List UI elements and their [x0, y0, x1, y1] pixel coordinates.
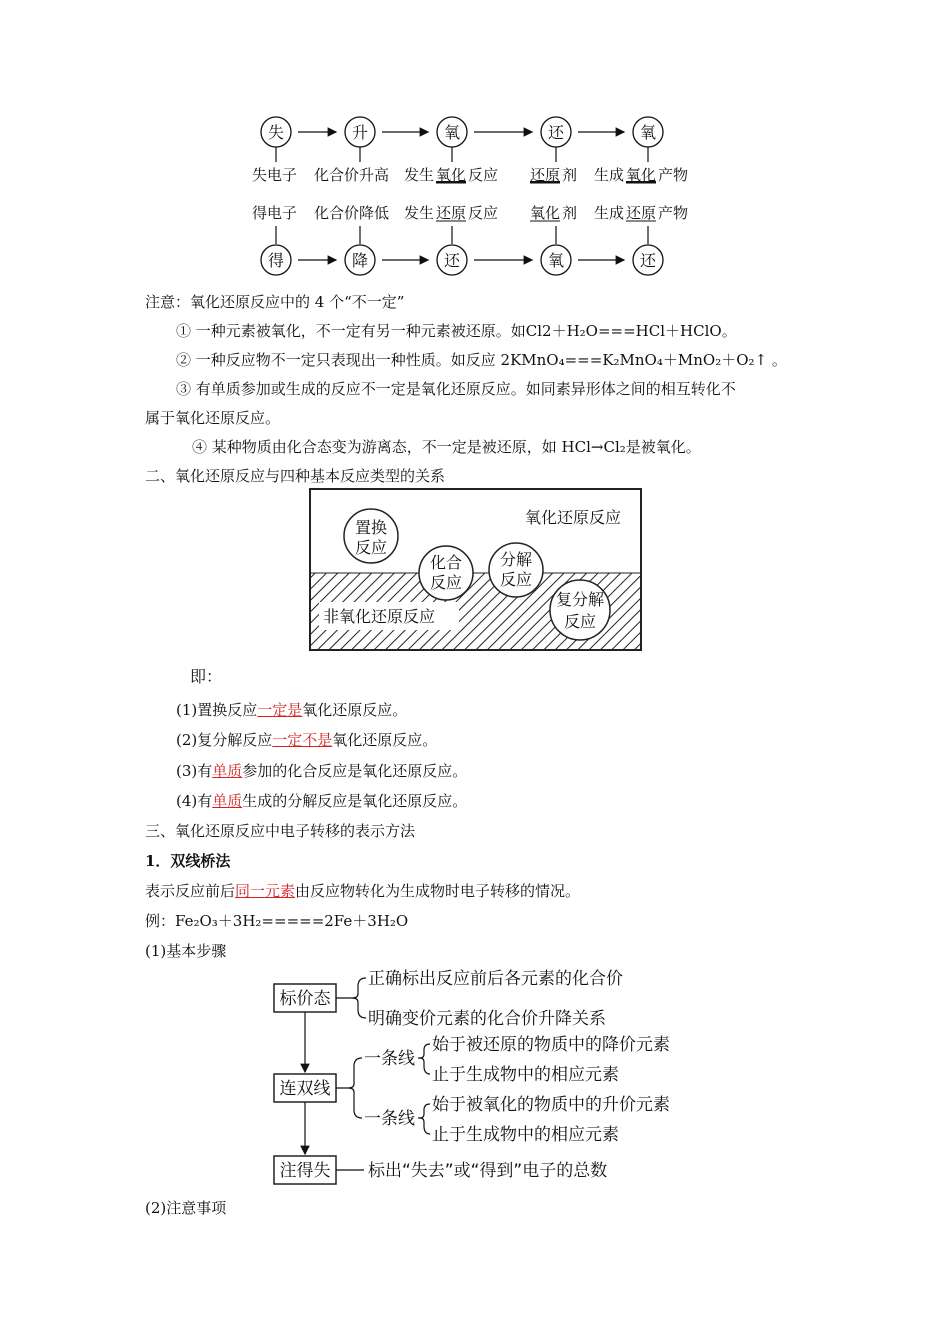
circle-decomposition-2: 反应 [499, 570, 533, 589]
oxidation-reduction-chain-diagram [230, 110, 710, 280]
steps-label: (1)基本步骤 [145, 942, 227, 960]
c2-post: 氧化还原反应。 [332, 731, 438, 749]
label: 产物 [658, 166, 689, 184]
b3-text: 标出“失去”或“得到”电子的总数 [368, 1161, 608, 1181]
label: 得电子 [252, 204, 298, 222]
reaction-types-diagram [309, 488, 643, 652]
row2-circle-text: 得 [267, 251, 285, 270]
box-note-gain-loss: 注得失 [279, 1161, 331, 1181]
label: 生成 [594, 204, 625, 222]
c3-pre: (3)有 [176, 762, 213, 780]
note-4: ④ 某种物质由化合态变为游离态，不一定是被还原，如 HCl→Cl₂是被氧化。 [192, 438, 701, 456]
label: 剂 [562, 166, 578, 184]
b2-line4: 止于生成物中的相应元素 [432, 1125, 619, 1145]
label: 剂 [562, 204, 578, 222]
row2-circle-text: 还 [443, 251, 461, 270]
notes-label: (2)注意事项 [145, 1199, 227, 1217]
note-2: ② 一种反应物不一定只表现出一种性质。如反应 2KMnO₄===K₂MnO₄＋MnO₂＋O₂↑ 。 [176, 351, 787, 369]
b2-line2: 止于生成物中的相应元素 [432, 1065, 619, 1085]
label: 反应 [468, 166, 499, 184]
circle-double-displacement-1: 复分解 [555, 590, 605, 609]
label: 氧化 [436, 166, 467, 184]
b2-line3: 始于被氧化的物质中的升价元素 [432, 1095, 670, 1115]
note-3b: 属于氧化还原反应。 [145, 409, 281, 427]
double-bridge-title: 1．双线桥法 [145, 852, 231, 870]
section2-heading: 二、氧化还原反应与四种基本反应类型的关系 [145, 467, 446, 485]
redox-label: 氧化还原反应 [525, 508, 622, 527]
c4-pre: (4)有 [176, 792, 213, 810]
section3-heading: 三、氧化还原反应中电子转移的表示方法 [145, 822, 416, 840]
notes-heading: 注意：氧化还原反应中的 4 个“不一定” [145, 293, 405, 311]
label: 还原 [530, 166, 561, 184]
c2-pre: (2)复分解反应 [176, 731, 273, 749]
row1-labels [252, 166, 688, 184]
one-line-label-1: 一条线 [364, 1049, 415, 1069]
one-line-label-2: 一条线 [364, 1109, 415, 1129]
b1-line1: 正确标出反应前后各元素的化合价 [368, 969, 623, 989]
steps-flowchart [270, 968, 690, 1190]
circle-decomposition-1: 分解 [499, 550, 533, 569]
desc-post: 由反应物转化为生成物时电子转移的情况。 [295, 882, 581, 900]
row1-circle-text: 失 [267, 123, 285, 142]
example-equation: 例：Fe₂O₃＋3H₂=====2Fe＋3H₂O [145, 912, 409, 930]
b2-line1: 始于被还原的物质中的降价元素 [432, 1035, 670, 1055]
note-3a: ③ 有单质参加或生成的反应不一定是氧化还原反应。如同素异形体之间的相互转化不 [176, 380, 736, 398]
desc-red: 同一元素 [235, 882, 296, 900]
desc-pre: 表示反应前后 [145, 882, 236, 900]
c4-post: 生成的分解反应是氧化还原反应。 [242, 792, 468, 810]
label: 氧化 [626, 166, 657, 184]
label: 发生 [404, 204, 435, 222]
c3-red: 单质 [212, 762, 243, 780]
label: 化合价降低 [314, 204, 390, 222]
label: 还原 [626, 204, 657, 222]
non-redox-label: 非氧化还原反应 [323, 607, 436, 626]
row2-circle-text: 氧 [547, 251, 565, 270]
conclusion-2 [176, 730, 437, 750]
box-connect-lines: 连双线 [279, 1079, 331, 1099]
conclusion-1 [176, 700, 407, 720]
c4-red: 单质 [212, 792, 243, 810]
row2-circle-text: 还 [639, 251, 657, 270]
row1-circle-text: 升 [351, 123, 369, 142]
label: 氧化 [530, 204, 561, 222]
label: 失电子 [252, 166, 298, 184]
row1-circle-text: 还 [547, 123, 565, 142]
c1-red: 一定是 [257, 701, 303, 719]
conclusion-3 [176, 761, 467, 781]
label: 发生 [404, 166, 435, 184]
row2-labels [252, 204, 688, 222]
b1-line2: 明确变价元素的化合价升降关系 [368, 1009, 606, 1029]
note-1: ① 一种元素被氧化，不一定有另一种元素被还原。如Cl2＋H₂O===HCl＋HClO。 [176, 322, 737, 340]
c2-red: 一定不是 [272, 731, 333, 749]
row1-circle-text: 氧 [443, 123, 461, 142]
box-mark-valence: 标价态 [279, 989, 331, 1009]
row2-circle-text: 降 [351, 251, 369, 270]
c1-pre: (1)置换反应 [176, 701, 258, 719]
double-bridge-desc [145, 881, 580, 901]
label: 还原 [436, 204, 467, 222]
label: 生成 [594, 166, 625, 184]
circle-double-displacement-2: 反应 [563, 612, 597, 631]
circle-displacement-2: 反应 [354, 538, 388, 557]
circle-combination-1: 化合 [429, 553, 463, 572]
c3-post: 参加的化合反应是氧化还原反应。 [242, 762, 468, 780]
conclusion-4 [176, 791, 467, 811]
label: 反应 [468, 204, 499, 222]
label: 产物 [658, 204, 689, 222]
c1-post: 氧化还原反应。 [302, 701, 408, 719]
row1-circle-text: 氧 [639, 123, 657, 142]
circle-combination-2: 反应 [429, 573, 463, 592]
ji-label: 即： [190, 667, 223, 686]
circle-displacement-1: 置换 [354, 518, 388, 537]
label: 化合价升高 [314, 166, 390, 184]
